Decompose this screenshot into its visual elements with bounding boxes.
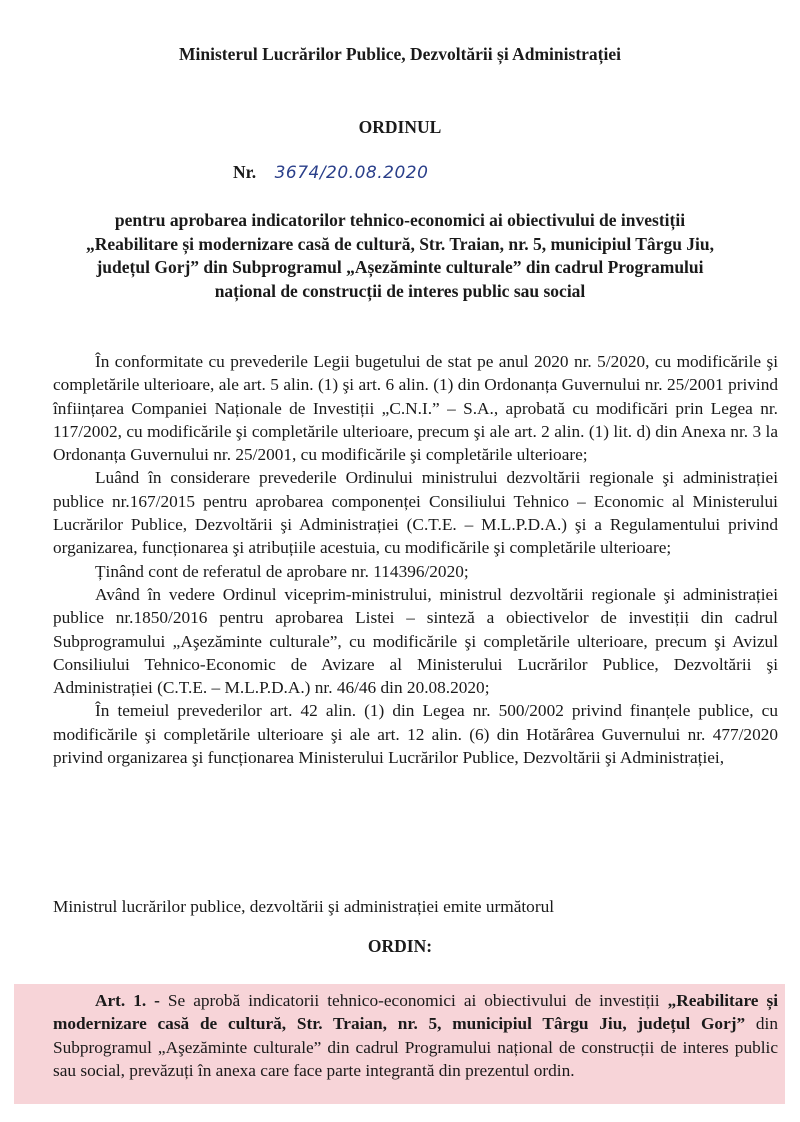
order-subject <box>40 209 760 303</box>
subject-line: „Reabilitare și modernizare casă de cultură, Str. Traian, nr. 5, municipiul Târgu Jiu, <box>85 233 715 254</box>
ministry-header: Ministerul Lucrărilor Publice, Dezvoltării și Administrației <box>179 44 621 64</box>
document-title: ORDINUL <box>358 117 442 137</box>
article-text-part: din Subprogramul „Aşezăminte culturale” din cadrul Programului național de construcții de interes public sau social, prevăzuți în anexa care face parte integrantă din prezentul ordin. <box>53 1014 779 1080</box>
handwritten-order-number: 3674/20.08.2020 <box>274 163 429 183</box>
subject-line: național de construcții de interes public sau social <box>214 280 586 301</box>
article-1-text <box>53 989 778 1082</box>
subject-line: pentru aprobarea indicatorilor tehnico-economici ai obiectivului de investiții <box>114 210 686 230</box>
order-number-line <box>233 162 428 183</box>
preamble-paragraph: Luând în considerare prevederile Ordinului ministrului dezvoltării regionale şi administrației publice nr.167/2015 pentru aprobarea componenței Consiliului Tehnico – Economic al Ministerului Lucrărilor Publice, Dezvoltării şi Administrației (C.T.E. – M.L.P.D.A.) şi a Regulamentului privind organizarea, funcționarea şi atribuțiile acestuia, cu modificările şi completările ulterioare; <box>53 468 778 558</box>
article-text-part: Se aprobă indicatorii tehnico-economici ai obiectivului de investiții <box>159 991 668 1010</box>
emit-statement: Ministrul lucrărilor publice, dezvoltării şi administrației emite următorul <box>53 897 555 916</box>
article-1-highlight <box>14 984 785 1104</box>
subject-line: județul Gorj” din Subprogramul „Așezăminte culturale” din cadrul Programului <box>96 257 704 277</box>
preamble-paragraph: În temeiul prevederilor art. 42 alin. (1) din Legea nr. 500/2002 privind finanțele publice, cu modificările şi completările ulterioare şi ale art. 12 alin. (6) din Hotărârea Guvernului nr. 477/2020 privind organizarea şi funcționarea Ministerului Lucrărilor Publice, Dezvoltării şi Administrației, <box>53 701 778 768</box>
article-label: Art. 1. - <box>95 991 160 1010</box>
ordin-heading: ORDIN: <box>367 936 433 956</box>
preamble-paragraph: Ținând cont de referatul de aprobare nr. 114396/2020; <box>95 561 469 581</box>
preamble-paragraph: Având în vedere Ordinul viceprim-ministrului, ministrul dezvoltării regionale şi administrației publice nr.1850/2016 pentru aprobarea Listei – sinteză a obiectivelor de investiții din cadrul Subprogramului „Aşezăminte culturale”, cu modificările şi completările ulterioare, precum şi Avizul Consiliului Tehnico-Economic de Avizare al Ministerului Lucrărilor Publice, Dezvoltării şi Administrației (C.T.E. – M.L.P.D.A.) nr. 46/46 din 20.08.2020; <box>53 584 778 698</box>
preamble-paragraph: În conformitate cu prevederile Legii bugetului de stat pe anul 2020 nr. 5/2020, cu modificările şi completările ulterioare, ale art. 5 alin. (1) şi art. 6 alin. (1) din Ordonanța Guvernului nr. 25/2001 privind înființarea Companiei Naționale de Investiții „C.N.I.” – S.A., aprobată cu modificări prin Legea nr. 117/2002, cu modificările şi completările ulterioare, precum şi ale art. 2 alin. (1) lit. d) din Anexa nr. 3 la Ordonanța Guvernului nr. 25/2001, cu modificările şi completările ulterioare; <box>53 352 778 465</box>
preamble <box>53 350 778 769</box>
number-label: Nr. <box>233 162 257 182</box>
article-project-name: „Reabilitare și modernizare casă de cultură, Str. Traian, nr. 5, municipiul Târgu Jiu, județul Gorj” <box>53 991 778 1034</box>
